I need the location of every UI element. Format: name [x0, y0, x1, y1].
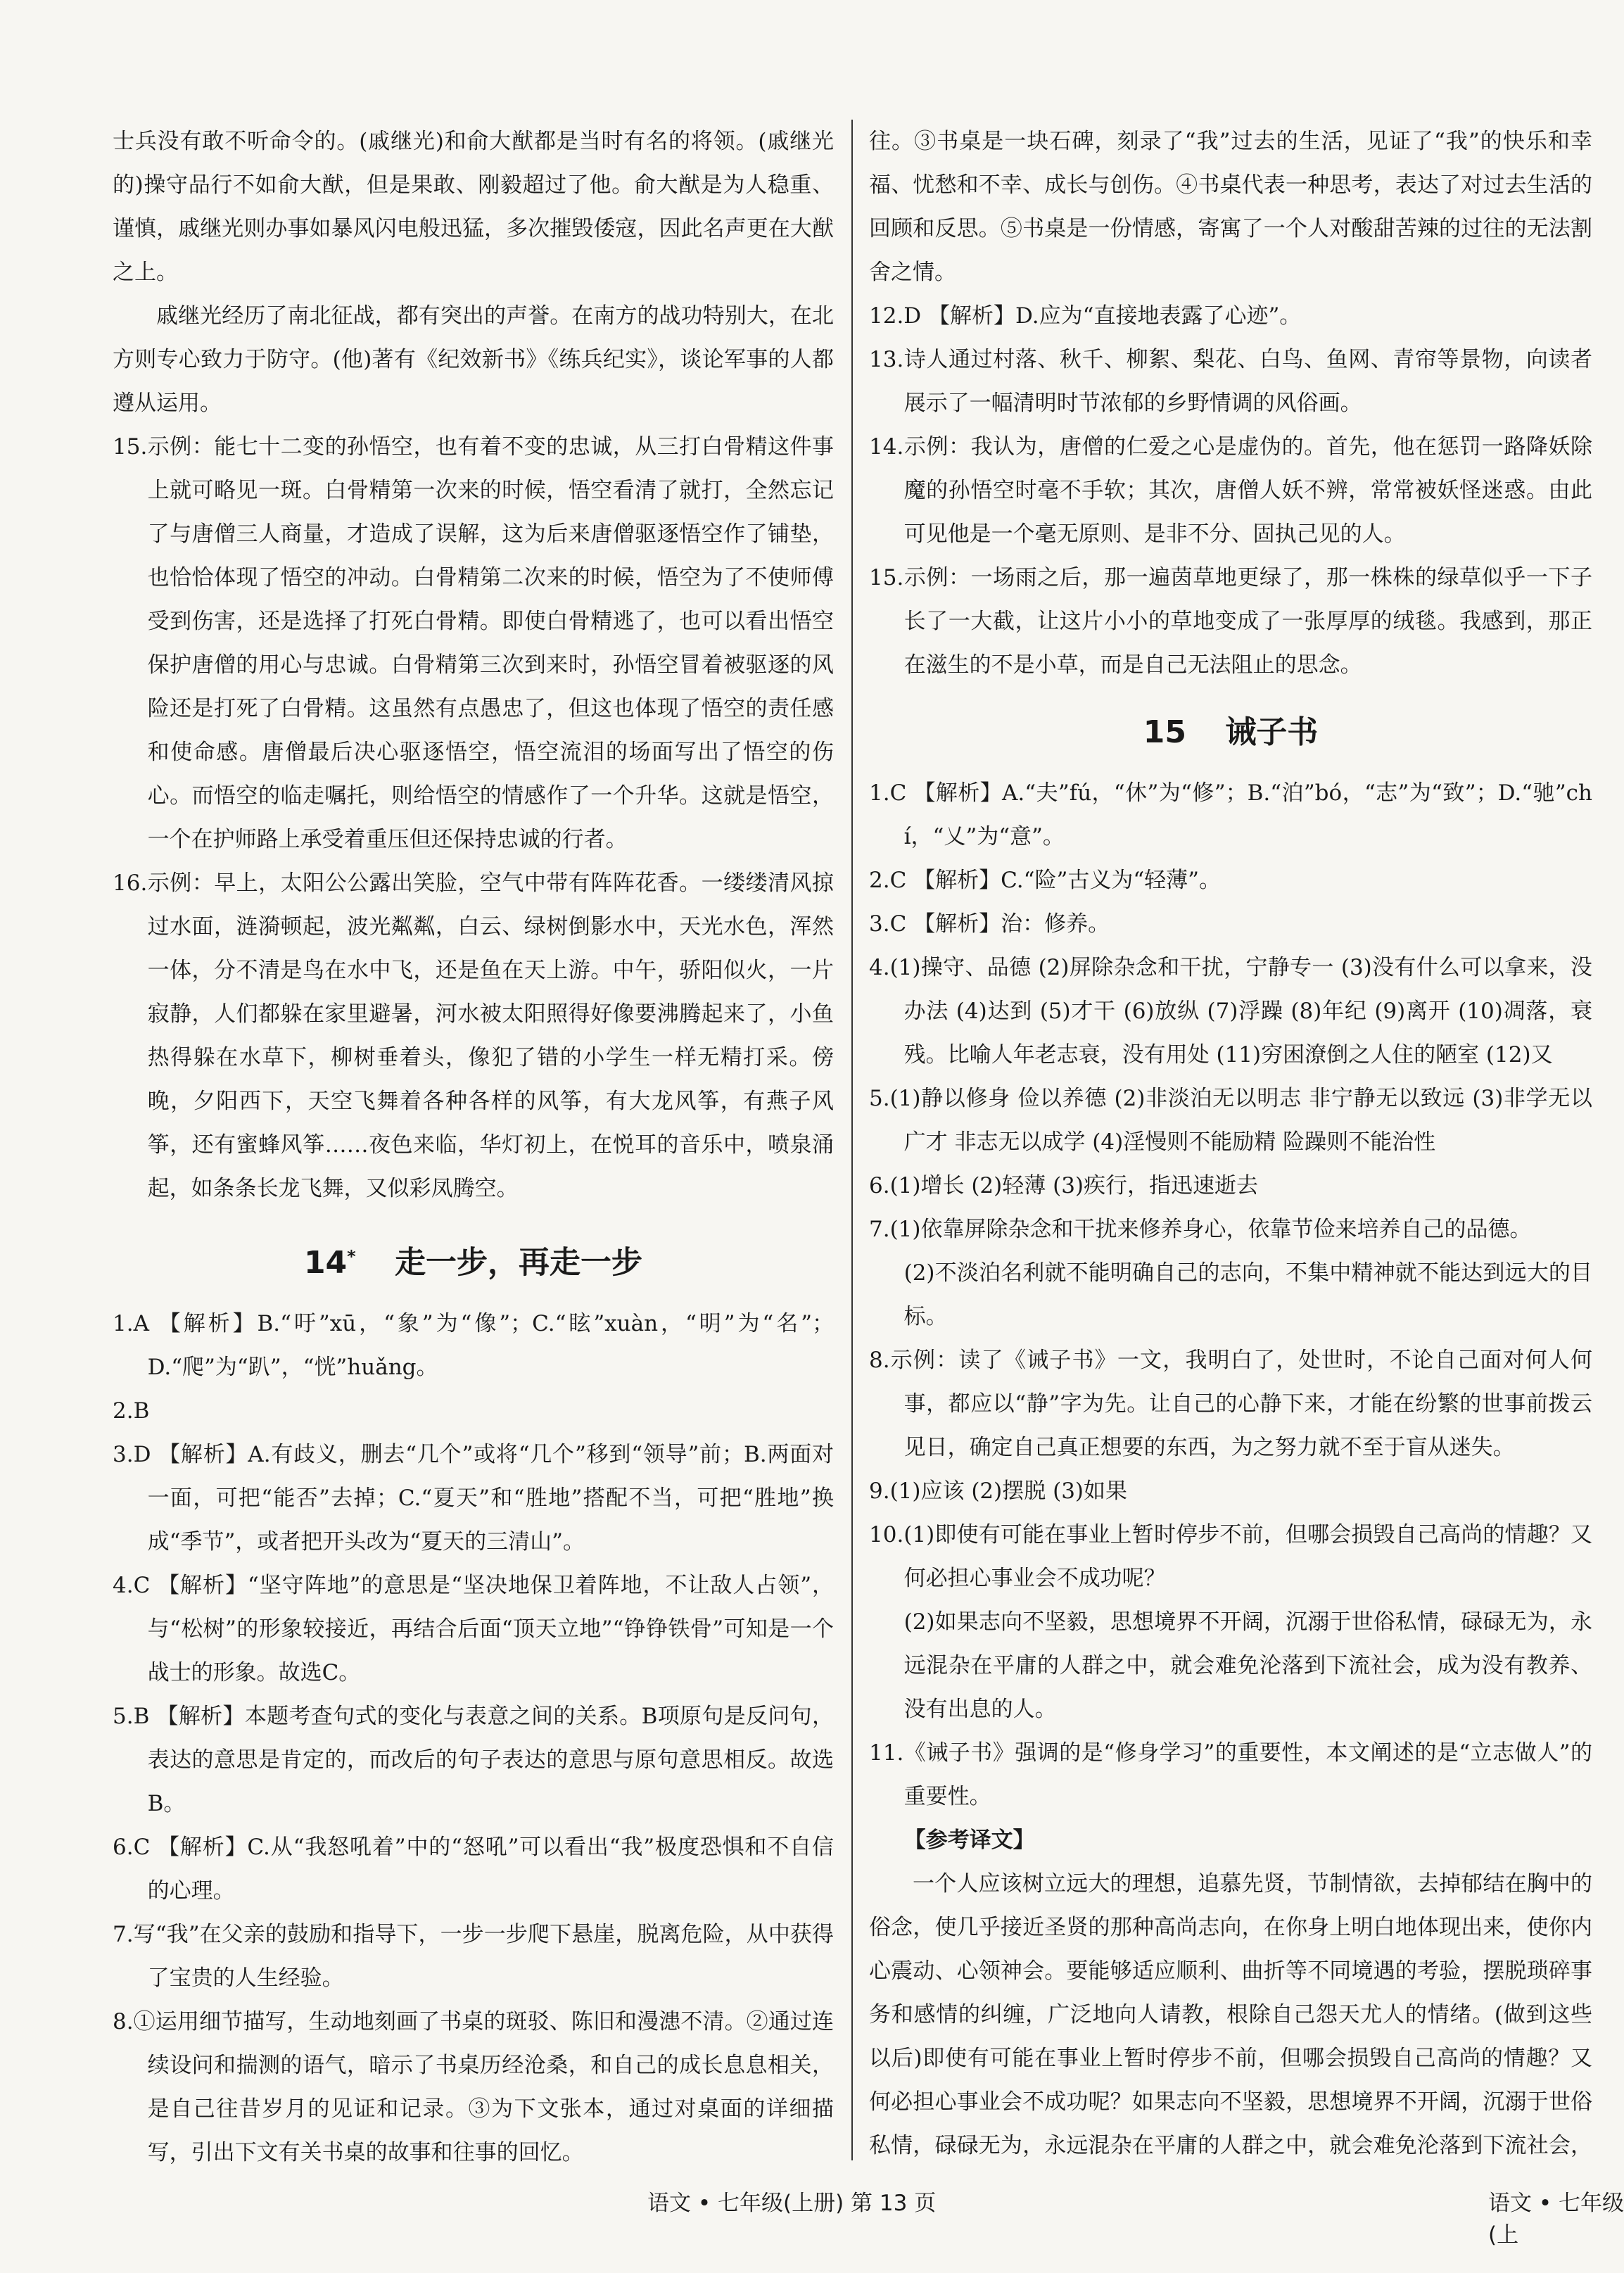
reference-translation-label: 【参考译文】	[903, 1828, 1035, 1853]
section-14-number: 14*	[303, 1244, 356, 1281]
left-line-1: 戚继光经历了南北征战，都有突出的声誉。在南方的战功特别大，在北方则专心致力于防守。(他)著有《纪效新书》《练兵纪实》，谈论军事的人都遵从运用。	[113, 303, 834, 416]
section-15-heading	[869, 694, 1592, 771]
item-15-10-2: (2)如果志向不坚毅，思想境界不开阔，沉溺于世俗私情，碌碌无为，永远混杂在平庸的人群之中，就会难免沦落到下流社会，成为没有教养、没有出息的人。	[903, 1609, 1592, 1722]
right-column	[869, 120, 1592, 2167]
item-15-7: 7.(1)依靠屏除杂念和干扰来修养身心，依靠节俭来培养自己的品德。	[869, 1217, 1532, 1242]
item-15-2: 2.C 【解析】C.“险”古义为“轻薄”。	[869, 868, 1222, 893]
section-14-title: 走一步，再走一步	[395, 1244, 643, 1281]
left-line-3: 16.示例：早上，太阳公公露出笑脸，空气中带有阵阵花香。一缕缕清风掠过水面，涟漪顿起，波光粼粼，白云、绿树倒影水中，天光水色，浑然一体，分不清是鸟在水中飞，还是鱼在天上游。中午，骄阳似火，一片寂静，人们都躲在家里避暑，河水被太阳照得好像要沸腾起来了，小鱼热得躲在水草下，柳树垂着头，像犯了错的小学生一样无精打采。傍晚，夕阳西下，天空飞舞着各种各样的风筝，有大龙风筝，有燕子风筝，还有蜜蜂风筝……夜色来临，华灯初上，在悦耳的音乐中，喷泉涌起，如条条长龙飞舞，又似彩凤腾空。	[113, 870, 834, 1201]
reference-translation-text: 一个人应该树立远大的理想，追慕先贤，节制情欲，去掉郁结在胸中的俗念，使几乎接近圣贤的那种高尚志向，在你身上明白地体现出来，使你内心震动、心领神会。要能够适应顺利、曲折等不同境遇的考验，摆脱琐碎事务和感情的纠缠，广泛地向人请教，根除自己怨天尤人的情绪。(做到这些以后)即使有可能在事业上暂时停步不前，但哪会损毁自己高尚的情趣？又何必担心事业会不成功呢？如果志向不坚毅，思想境界不开阔，沉溺于世俗私情，碌碌无为，永远混杂在平庸的人群之中，就会难免沦落到下流社会，	[869, 1871, 1592, 2158]
right-top-1: 12.D 【解析】D.应为“直接地表露了心迹”。	[869, 303, 1302, 329]
item-15-11: 11.《诫子书》强调的是“修身学习”的重要性，本文阐述的是“立志做人”的重要性。	[869, 1740, 1592, 1809]
section-15-number: 15	[1143, 714, 1186, 750]
left-column	[113, 120, 834, 2167]
right-top-4: 15.示例：一场雨之后，那一遍茵草地更绿了，那一株株的绿草似乎一下子长了一大截，让这片小小的草地变成了一张厚厚的绒毯。我感到，那正在滋生的不是小草，而是自己无法阻止的思念。	[869, 565, 1592, 678]
item-14-4: 4.C 【解析】“坚守阵地”的意思是“坚决地保卫着阵地，不让敌人占领”，与“松树”的形象较接近，再结合后面“顶天立地”“铮铮铁骨”可知是一个战士的形象。故选C。	[113, 1572, 834, 1685]
item-14-1: 1.A 【解析】B.“吁”xū，“象”为“像”；C.“眩”xuàn，“明”为“名”；D.“爬”为“趴”，“恍”huǎng。	[113, 1310, 834, 1380]
footer-next-page-label: 语文 • 七年级(上	[1488, 2191, 1624, 2248]
item-15-5: 5.(1)静以修身 俭以养德 (2)非淡泊无以明志 非宁静无以致远 (3)非学无以广才 非志无以成学 (4)淫慢则不能励精 险躁则不能治性	[869, 1086, 1592, 1155]
item-14-3: 3.D 【解析】A.有歧义，删去“几个”或将“几个”移到“领导”前；B.两面对一面，可把“能否”去掉；C.“夏天”和“胜地”搭配不当，可把“胜地”换成“季节”，或者把开头改为“夏天的三清山”。	[113, 1441, 834, 1555]
item-15-4: 4.(1)操守、品德 (2)屏除杂念和干扰，宁静专一 (3)没有什么可以拿来，没办法 (4)达到 (5)才干 (6)放纵 (7)浮躁 (8)年纪 (9)离开 (10)凋落，衰残。比喻人年老志衰，没有用处 (11)穷困潦倒之人住的陋室 (12)又	[869, 955, 1592, 1068]
item-14-2: 2.B	[113, 1398, 150, 1424]
column-divider	[851, 120, 853, 2160]
section-15-title: 诫子书	[1225, 714, 1319, 750]
item-14-6: 6.C 【解析】C.从“我怒吼着”中的“怒吼”可以看出“我”极度恐惧和不自信的心理。	[113, 1834, 834, 1904]
item-15-1: 1.C 【解析】A.“夫”fú，“休”为“修”；B.“泊”bó，“志”为“致”；D.“驰”chí，“乂”为“意”。	[869, 780, 1592, 849]
right-top-2: 13.诗人通过村落、秋千、柳絮、梨花、白鸟、鱼网、青帘等景物，向读者展示了一幅清明时节浓郁的乡野情调的风俗画。	[869, 347, 1592, 416]
item-15-7-2: (2)不淡泊名利就不能明确自己的志向，不集中精神就不能达到远大的目标。	[903, 1260, 1592, 1329]
item-15-9: 9.(1)应该 (2)摆脱 (3)如果	[869, 1479, 1128, 1504]
section-14-heading	[113, 1217, 834, 1302]
item-14-5: 5.B 【解析】本题考查句式的变化与表意之间的关系。B项原句是反问句，表达的意思是肯定的，而改后的句子表达的意思与原句意思相反。故选B。	[113, 1703, 834, 1816]
right-top-0: 往。③书桌是一块石碑，刻录了“我”过去的生活，见证了“我”的快乐和幸福、忧愁和不幸、成长与创伤。④书桌代表一种思考，表达了对过去生活的回顾和反思。⑤书桌是一份情感，寄寓了一个人对酸甜苦辣的过往的无法割舍之情。	[869, 129, 1592, 285]
footer-page-label: 语文 • 七年级(上册) 第 13 页	[647, 2191, 937, 2216]
item-15-10: 10.(1)即使有可能在事业上暂时停步不前，但哪会损毁自己高尚的情趣？又何必担心事业会不成功呢？	[869, 1522, 1592, 1591]
item-15-8: 8.示例：读了《诫子书》一文，我明白了，处世时，不论自己面对何人何事，都应以“静”字为先。让自己的心静下来，才能在纷繁的世事前拨云见日，确定自己真正想要的东西，为之努力就不至于盲从迷失。	[869, 1348, 1592, 1460]
item-15-6: 6.(1)增长 (2)轻薄 (3)疾行，指迅速逝去	[869, 1173, 1259, 1198]
item-14-7: 7.写“我”在父亲的鼓励和指导下，一步一步爬下悬崖，脱离危险，从中获得了宝贵的人生经验。	[113, 1921, 834, 1991]
item-14-8: 8.①运用细节描写，生动地刻画了书桌的斑驳、陈旧和漫漶不清。②通过连续设问和揣测的语气，暗示了书桌历经沧桑，和自己的成长息息相关，是自己往昔岁月的见证和记录。③为下文张本，通过对桌面的详细描写，引出下文有关书桌的故事和往事的回忆。	[113, 2008, 834, 2165]
left-line-0: 士兵没有敢不听命令的。(戚继光)和俞大猷都是当时有名的将领。(戚继光的)操守品行不如俞大猷，但是果敢、刚毅超过了他。俞大猷是为人稳重、谨慎，戚继光则办事如暴风闪电般迅猛，多次摧毁倭寇，因此名声更在大猷之上。	[113, 129, 834, 285]
item-15-3: 3.C 【解析】治：修养。	[869, 911, 1110, 937]
left-line-2: 15.示例：能七十二变的孙悟空，也有着不变的忠诚，从三打白骨精这件事上就可略见一斑。白骨精第一次来的时候，悟空看清了就打，全然忘记了与唐僧三人商量，才造成了误解，这为后来唐僧驱逐悟空作了铺垫，也恰恰体现了悟空的冲动。白骨精第二次来的时候，悟空为了不使师傅受到伤害，还是选择了打死白骨精。即使白骨精逃了，也可以看出悟空保护唐僧的用心与忠诚。白骨精第三次到来时，孙悟空冒着被驱逐的风险还是打死了白骨精。这虽然有点愚忠了，但这也体现了悟空的责任感和使命感。唐僧最后决心驱逐悟空，悟空流泪的场面写出了悟空的伤心。而悟空的临走嘱托，则给悟空的情感作了一个升华。这就是悟空，一个在护师路上承受着重压但还保持忠诚的行者。	[113, 434, 834, 852]
right-top-3: 14.示例：我认为，唐僧的仁爱之心是虚伪的。首先，他在惩罚一路降妖除魔的孙悟空时毫不手软；其次，唐僧人妖不辨，常常被妖怪迷惑。由此可见他是一个毫无原则、是非不分、固执己见的人。	[869, 434, 1592, 547]
